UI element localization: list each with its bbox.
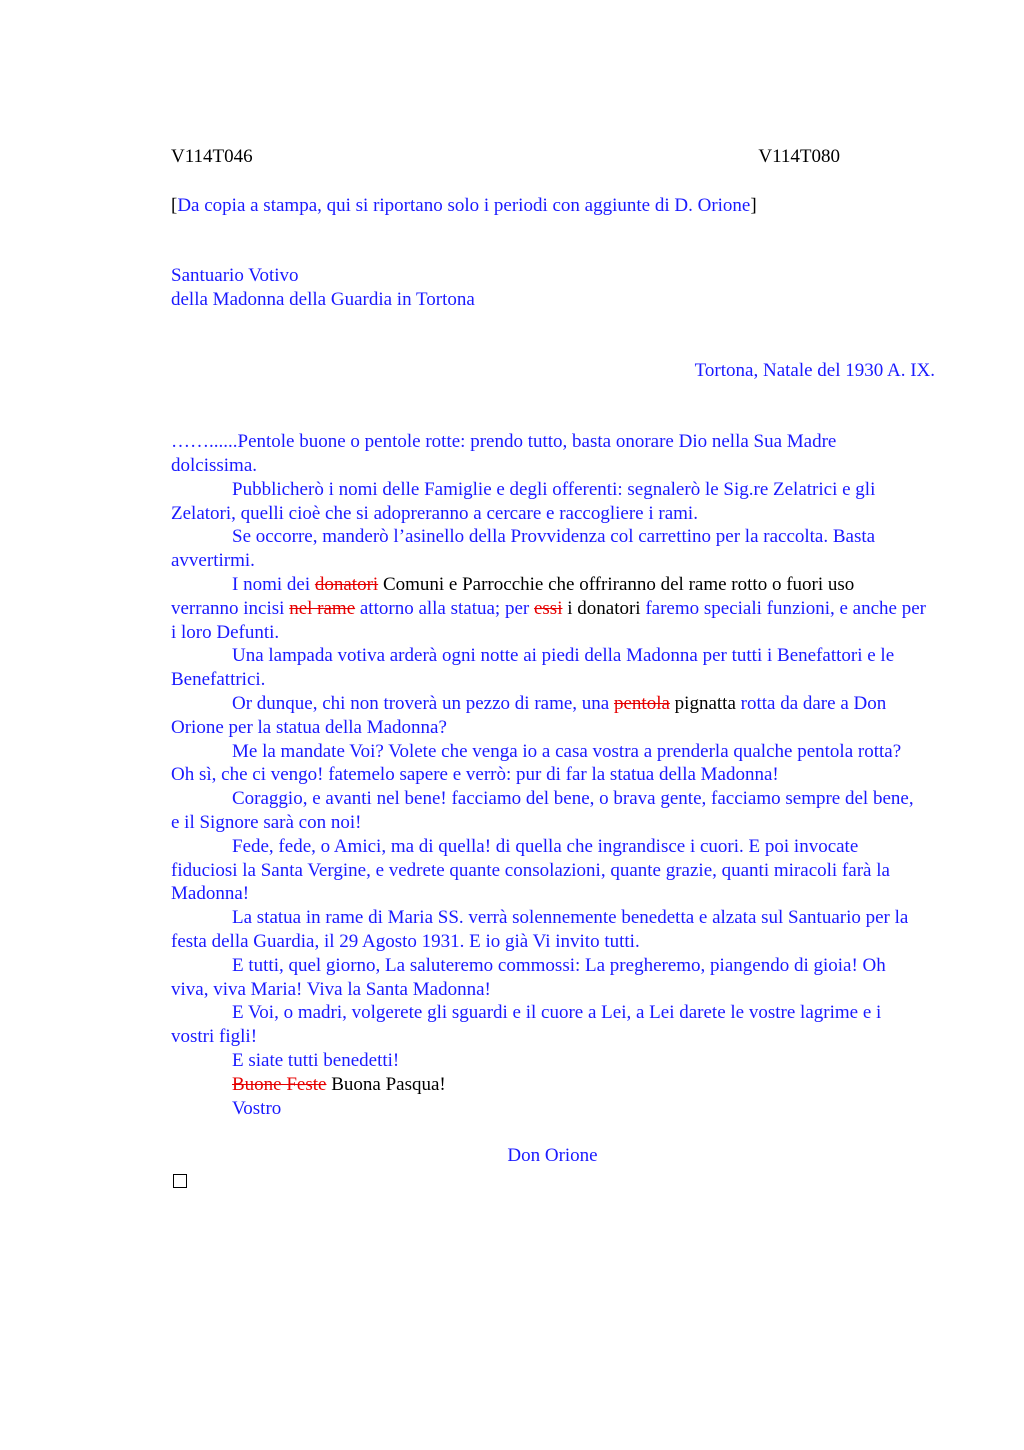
deleted-text: essi (533, 597, 563, 619)
editor-note-text: Da copia a stampa, qui si riportano solo i periodi con aggiunte di D. Orione (177, 195, 751, 216)
document-header (171, 145, 926, 169)
deleted-text: Buone Feste (232, 1073, 327, 1095)
paragraph-12: E Voi, o madri, volgerete gli sguardi e il cuore a Lei, a Lei darete le vostre lagrime e i vostri figli! (171, 1002, 882, 1048)
left-code: V114T046 (171, 146, 253, 167)
paragraph-3: Se occorre, manderò l’asinello della Provvidenza col carrettino per la raccolta. Basta avvertirmi. (171, 526, 876, 572)
paragraph-6: Or dunque, chi non troverà un pezzo di rame, una pentola pignatta rotta da dare a Don Orione per la statua della Madonna? (171, 692, 887, 738)
right-code: V114T080 (758, 146, 840, 167)
deleted-text: pentola (613, 692, 670, 714)
editor-note: [Da copia a stampa, qui si riportano solo i periodi con aggiunte di D. Orione] (171, 195, 757, 216)
paragraph-2: Pubblicherò i nomi delle Famiglie e degli offerenti: segnalerò le Sig.re Zelatrici e gli Zelatori, quelli cioè che si adopreranno a cercare e raccogliere i rami. (171, 478, 876, 524)
paragraph-9: Fede, fede, o Amici, ma di quella! di quella che ingrandisce i cuori. E poi invocate fiduciosi la Santa Vergine, e vedrete quante consolazioni, quante grazie, quanti miracoli farà la Madonna! (171, 835, 890, 905)
letter-date: Tortona, Natale del 1930 A. IX. (694, 360, 935, 382)
paragraph-5: Una lampada votiva arderà ogni notte ai piedi della Madonna per tutti i Benefattori e le Benefattrici. (171, 645, 895, 691)
paragraph-11: E tutti, quel giorno, La saluteremo commossi: La pregheremo, piangendo di gioia! Oh viva, viva Maria! Viva la Santa Madonna! (171, 954, 886, 1000)
address-block (171, 264, 926, 312)
paragraph-1: ……......Pentole buone o pentole rotte: prendo tutto, basta onorare Dio nella Sua Madre dolcissima. (171, 431, 837, 476)
closing-word: Vostro (232, 1097, 282, 1119)
letter-body (171, 430, 926, 1120)
address-line-1: Santuario Votivo (171, 264, 299, 286)
deleted-text: donatori (314, 573, 379, 595)
letter-page (171, 145, 935, 1195)
paragraph-4: I nomi dei donatori Comuni e Parrocchie che offriranno del rame rotto o fuori uso verranno incisi nel rame attorno alla statua; per essi i donatori faremo speciali funzioni, e anche per i loro Defunti. (171, 573, 926, 643)
paragraph-10: La statua in rame di Maria SS. verrà solennemente benedetta e alzata sul Santuario per la festa della Guardia, il 29 Agosto 1931. E io già Vi invito tutti. (171, 907, 909, 952)
paragraph-14: Buone Feste Buona Pasqua! (232, 1073, 446, 1095)
signature: Don Orione (507, 1145, 598, 1167)
paragraph-13: E siate tutti benedetti! (232, 1049, 400, 1071)
paragraph-7: Me la mandate Voi? Volete che venga io a casa vostra a prenderla qualche pentola rotta? Oh sì, che ci vengo! fatemelo sapere e verrò: pur di far la statua della Madonna! (171, 740, 902, 786)
address-line-2: della Madonna della Guardia in Tortona (171, 288, 475, 310)
empty-square-icon (171, 1168, 926, 1195)
deleted-text: nel rame (289, 597, 356, 619)
paragraph-8: Coraggio, e avanti nel bene! facciamo del bene, o brava gente, facciamo sempre del bene, e il Signore sarà con noi! (171, 788, 914, 833)
